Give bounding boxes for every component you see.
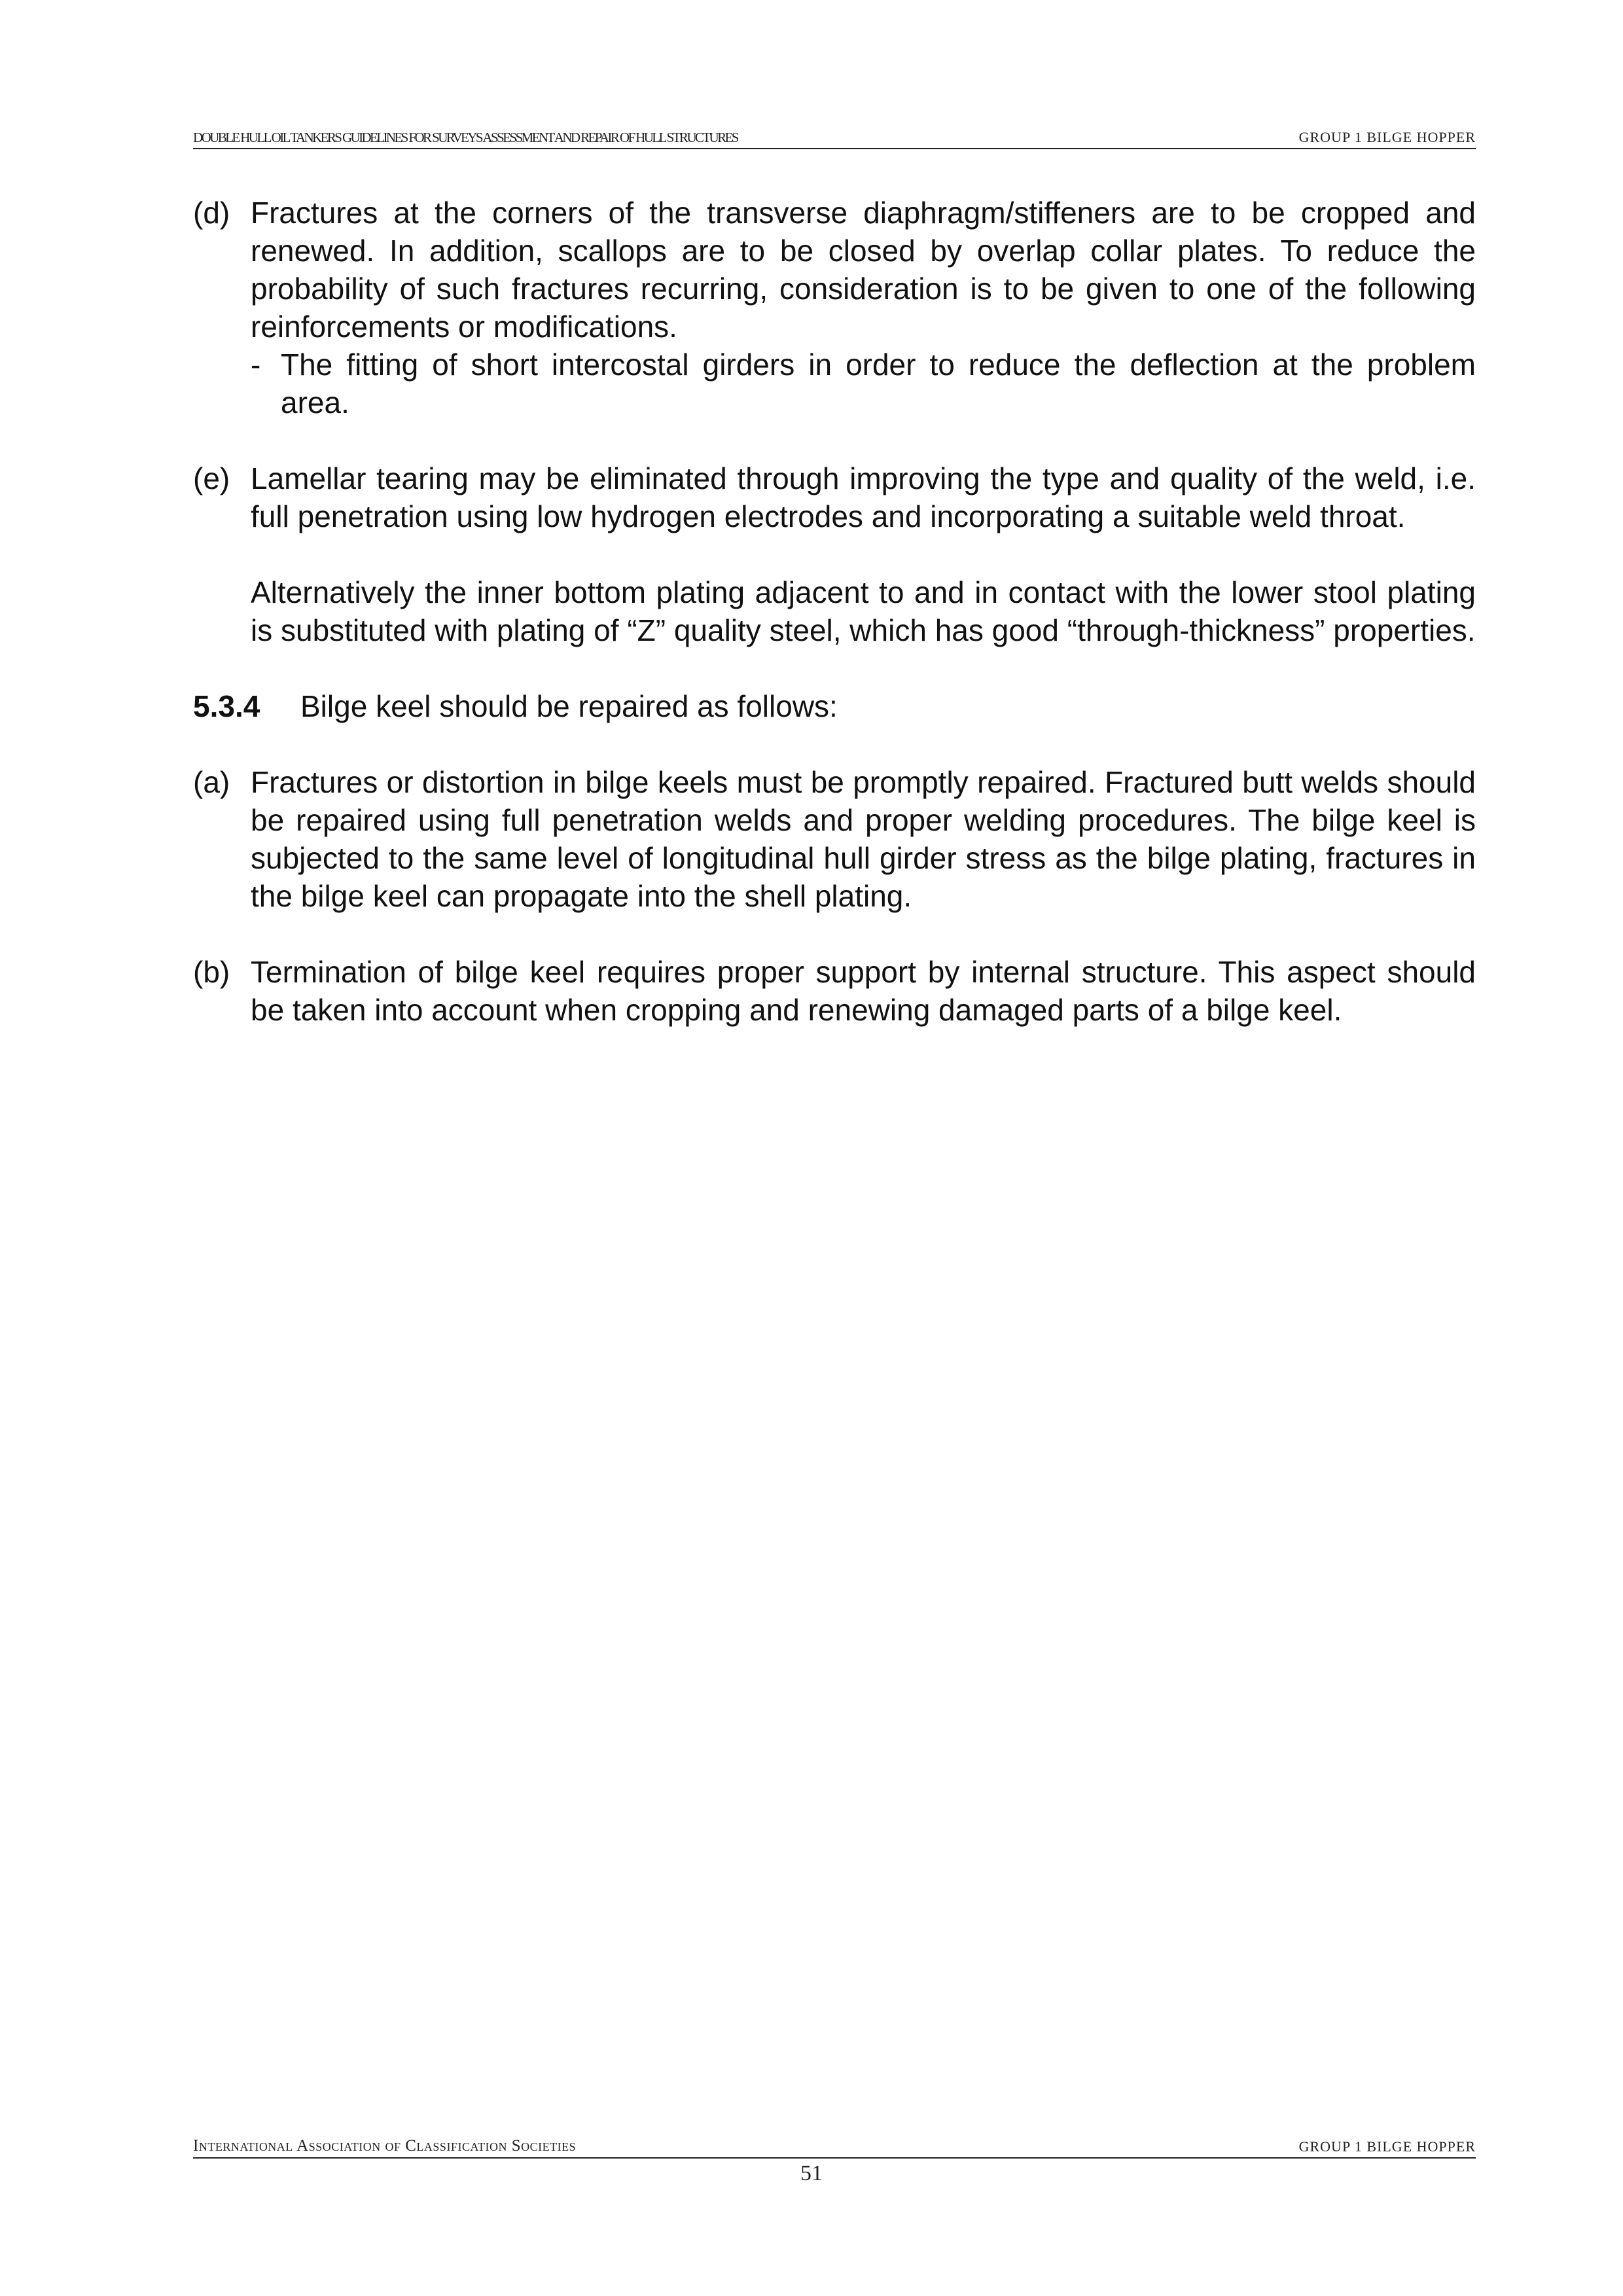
section-title: Bilge keel should be repaired as follows: <box>300 689 838 723</box>
list-item-text: Fractures at the corners of the transverse diaphragm/stiffeners are to be cropped and renewed. In addition, scallops are to be closed by overlap collar plates. To reduce the probability of such fractures recurring, consideration is to be given to one of the following reinforcements or modifications. <box>251 196 1476 344</box>
sub-list-item <box>193 346 1476 422</box>
sub-list-text: The fitting of short intercostal girders in order to reduce the deflection at the problem area. <box>281 348 1476 420</box>
list-item-b <box>193 953 1476 1029</box>
list-item-text: Termination of bilge keel requires proper support by internal structure. This aspect should be taken into account when cropping and renewing damaged parts of a bilge keel. <box>251 955 1476 1027</box>
page-number: 51 <box>800 2161 823 2185</box>
list-item-text: Lamellar tearing may be eliminated through improving the type and quality of the weld, i.e. full penetration using low hydrogen electrodes and incorporating a suitable weld throat. <box>251 461 1476 533</box>
list-item-label: (a) <box>193 765 230 799</box>
list-item-label: (b) <box>193 955 230 989</box>
section-heading <box>193 687 1476 725</box>
list-item-d <box>193 194 1476 346</box>
header-section-title: GROUP 1 BILGE HOPPER <box>1298 129 1476 145</box>
list-item-text: Fractures or distortion in bilge keels must be promptly repaired. Fractured butt welds should be repaired using full penetration welds and proper welding procedures. The bilge keel is subjected to the same level of longitudinal hull girder stress as the bilge plating, fractures in the bilge keel can propagate into the shell plating. <box>251 765 1476 913</box>
list-item-label: (e) <box>193 461 230 495</box>
list-item-a <box>193 763 1476 915</box>
page-footer <box>193 2135 1476 2159</box>
list-item-e <box>193 459 1476 535</box>
footer-organization: International Association of Classification Societies <box>193 2137 577 2155</box>
section-number: 5.3.4 <box>193 689 260 723</box>
footer-section-title: GROUP 1 BILGE HOPPER <box>1298 2138 1476 2155</box>
list-item-label: (d) <box>193 196 230 230</box>
list-item-e-continuation: Alternatively the inner bottom plating adjacent to and in contact with the lower stool plating is substituted with plating of “Z” quality steel, which has good “through-thickness” properties. <box>251 575 1476 647</box>
document-body <box>193 194 1476 1029</box>
page-header <box>193 128 1476 149</box>
sub-list-dash: - <box>251 348 261 382</box>
header-document-title: DOUBLE HULL OIL TANKERS GUIDELINES FOR SURVEYS ASSESSMENT AND REPAIR OF HULL STRUCTURES <box>193 130 738 145</box>
